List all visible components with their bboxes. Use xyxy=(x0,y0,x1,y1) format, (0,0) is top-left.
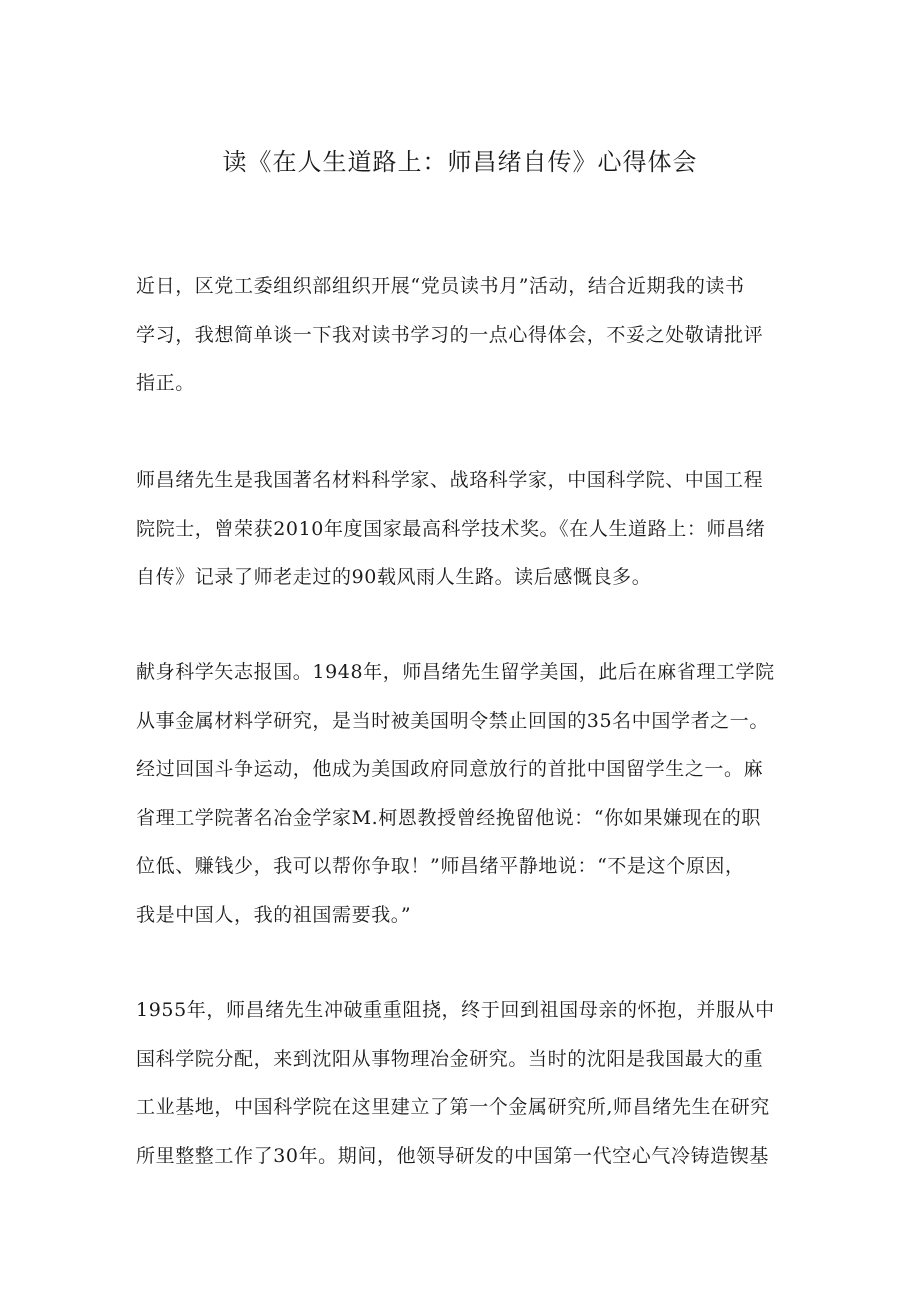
paragraph-line: 院院士，曾荣获2010年度国家最高科学技术奖。《在人生道路上：师昌绪 xyxy=(136,517,766,540)
paragraph-dedication xyxy=(136,648,796,939)
paragraph-intro xyxy=(136,262,796,408)
paragraph-return-1955 xyxy=(136,986,796,1180)
document-title: 读《在人生道路上：师昌绪自传》心得体会 xyxy=(222,148,698,176)
paragraph-line: 经过回国斗争运动，他成为美国政府同意放行的首批中国留学生之一。麻 xyxy=(136,758,764,780)
paragraph-line: 所里整整工作了30年。期间，他领导研发的中国第一代空心气冷铸造锲基 xyxy=(136,1144,769,1167)
paragraph-line: 我是中国人，我的祖国需要我。” xyxy=(136,903,412,926)
paragraph-line: 近日，区党工委组织部组织开展“党员读书月”活动，结合近期我的读书 xyxy=(136,275,745,297)
paragraph-line: 献身科学矢志报国。1948年，师昌绪先生留学美国，此后在麻省理工学院 xyxy=(136,661,775,683)
paragraph-line: 学习，我想简单谈一下我对读书学习的一点心得体会，不妥之处敬请批评 xyxy=(136,323,764,346)
paragraph-biography xyxy=(136,456,796,602)
paragraph-line: 自传》记录了师老走过的90载风雨人生路。读后感慨良多。 xyxy=(136,566,652,588)
paragraph-line: 工业基地，中国科学院在这里建立了第一个金属研究所,师昌绪先生在研究 xyxy=(136,1096,770,1118)
paragraph-line: 国科学院分配，来到沈阳从事物理冶金研究。当时的沈阳是我国最大的重 xyxy=(136,1047,764,1070)
paragraph-line: 从事金属材料学研究，是当时被美国明令禁止回国的35名中国学者之一。 xyxy=(136,709,769,732)
paragraph-line: 省理工学院著名冶金学家M.柯恩教授曾经挽留他说：“你如果嫌现在的职 xyxy=(136,806,762,829)
paragraph-line: 位低、赚钱少，我可以帮你争取！”师昌绪平静地说：“不是这个原因， xyxy=(136,855,745,877)
paragraph-line: 指正。 xyxy=(136,372,195,394)
paragraph-line: 师昌绪先生是我国著名材料科学家、战珞科学家，中国科学院、中国工程 xyxy=(136,469,764,491)
paragraph-line: 1955年，师昌绪先生冲破重重阻挠，终于回到祖国母亲的怀抱，并服从中 xyxy=(136,999,775,1021)
